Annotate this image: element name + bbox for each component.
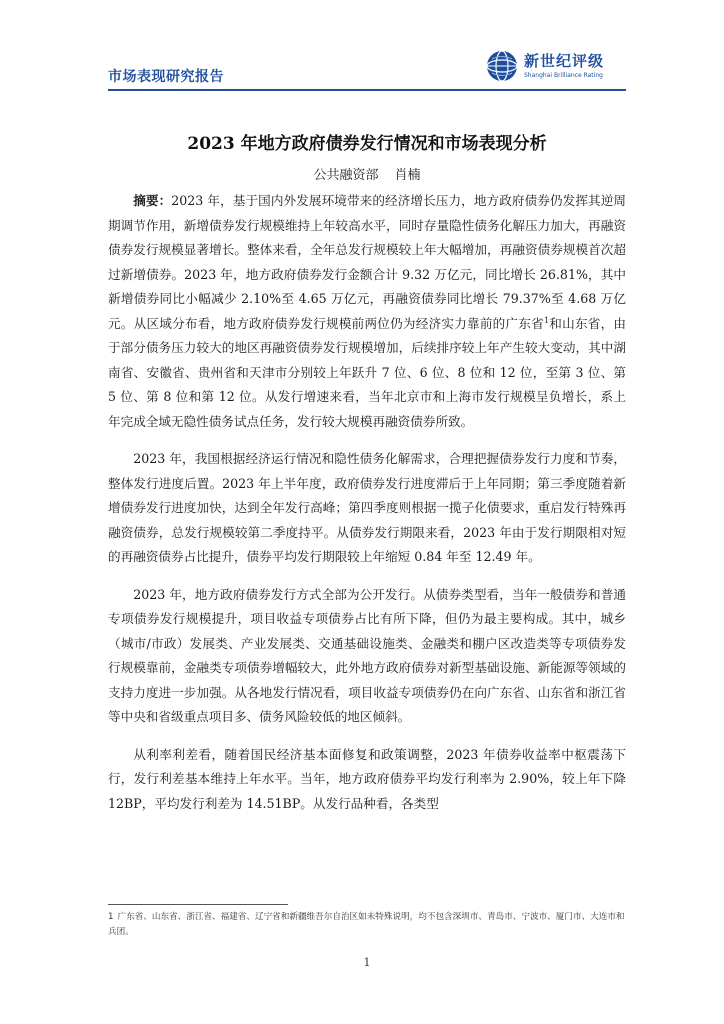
- author-department: 公共融资部: [313, 168, 379, 183]
- author-name: 肖楠: [394, 168, 421, 183]
- abstract-label: 摘要：: [133, 193, 172, 208]
- document-title: 2023 年地方政府债券发行情况和市场表现分析: [187, 134, 547, 155]
- footnote-reference[interactable]: 1: [543, 315, 550, 325]
- rating-agency-logo: [486, 44, 626, 88]
- footnote: [108, 910, 626, 940]
- globe-logo-icon: [486, 50, 518, 82]
- abstract-text-part1: 2023 年，基于国内外发展环境带来的经济增长压力，地方政府债券仍发挥其逆周期调节作用，新增债券发行规模维持上年较高水平，同时存量隐性债务化解压力加大，再融资债券发行规模显著增长。整体来看，全年总发行规模较上年大幅增加，再融资债券规模首次超过新增债券。2023 年，地方政府债券发行金额合计 9.32 万亿元，同比增长 26.81%，其中新增债券同比小幅减少 2.10%至 4.65 万亿元，再融资债券同比增长 79.37%至 4.68 万亿元。从区域分布看，地方政府债券发行规模前两位仍为经济实力靠前的广东省: [108, 193, 626, 331]
- page-number: 1: [363, 956, 371, 969]
- footnote-number: 1: [108, 912, 114, 922]
- logo-chinese-name: 新世纪评级: [524, 51, 605, 70]
- footnote-text: 广东省、山东省、浙江省、福建省、辽宁省和新疆维吾尔自治区如未特殊说明，均不包含深圳市、青岛市、宁波市、厦门市、大连市和兵团。: [108, 912, 625, 937]
- abstract-text-part2: 和山东省，由于部分债务压力较大的地区再融资债券发行规模增加，后续排序较上年产生较大变动，其中湖南省、安徽省、贵州省和天津市分别较上年跃升 7 位、6 位、8 位和 12 位，至第 3 位、第 5 位、第 8 位和第 12 位。从发行增速来看，当年北京市和上海市发行规模呈负增长，系上年完成全域无隐性债务试点任务，发行较大规模再融资债券所致。: [108, 315, 627, 429]
- document-body: [108, 189, 626, 829]
- logo-english-name: Shanghai Brilliance Rating: [524, 71, 603, 79]
- body-paragraph-rates-spreads: 从利率利差看，随着国民经济基本面修复和政策调整，2023 年债券收益率中枢震荡下行，发行利差基本维持上年水平。当年，地方政府债券平均发行利率为 2.90%，较上年下降 12BP，平均发行利差为 14.51BP。从发行品种看，各类型: [108, 746, 626, 811]
- body-paragraph-bond-types: 2023 年，地方政府债券发行方式全部为公开发行。从债券类型看，当年一般债券和普通专项债券发行规模提升，项目收益专项债券占比有所下降，但仍为最主要构成。其中，城乡（城市/市政）发展类、产业发展类、交通基础设施类、金融类和棚户区改造类等专项债券发行规模靠前，金融类专项债券增幅较大，此外地方政府债券对新型基础设施、新能源等领域的支持力度进一步加强。从各地发行情况看，项目收益专项债券仍在向广东省、山东省和浙江省等中央和省级重点项目多、债务风险较低的地区倾斜。: [108, 586, 626, 724]
- body-paragraph-issuance-pace: 2023 年，我国根据经济运行情况和隐性债务化解需求，合理把握债券发行力度和节奏，整体发行进度后置。2023 年上半年度，政府债券发行进度滞后于上年同期；第三季度随着新增债券发行进度加快，达到全年发行高峰；第四季度则根据一揽子化债要求，重启发行特殊再融资债券，总发行规模较第二季度持平。从债券发行期限来看，2023 年由于发行期限相对短的再融资债券占比提升，债券平均发行期限较上年缩短 0.84 年至 12.49 年。: [108, 451, 626, 564]
- report-series-label: 市场表现研究报告: [108, 69, 224, 85]
- header-divider: [108, 89, 626, 91]
- author-line: [108, 164, 626, 183]
- footnote-divider: [108, 904, 288, 905]
- abstract-paragraph: [108, 189, 626, 434]
